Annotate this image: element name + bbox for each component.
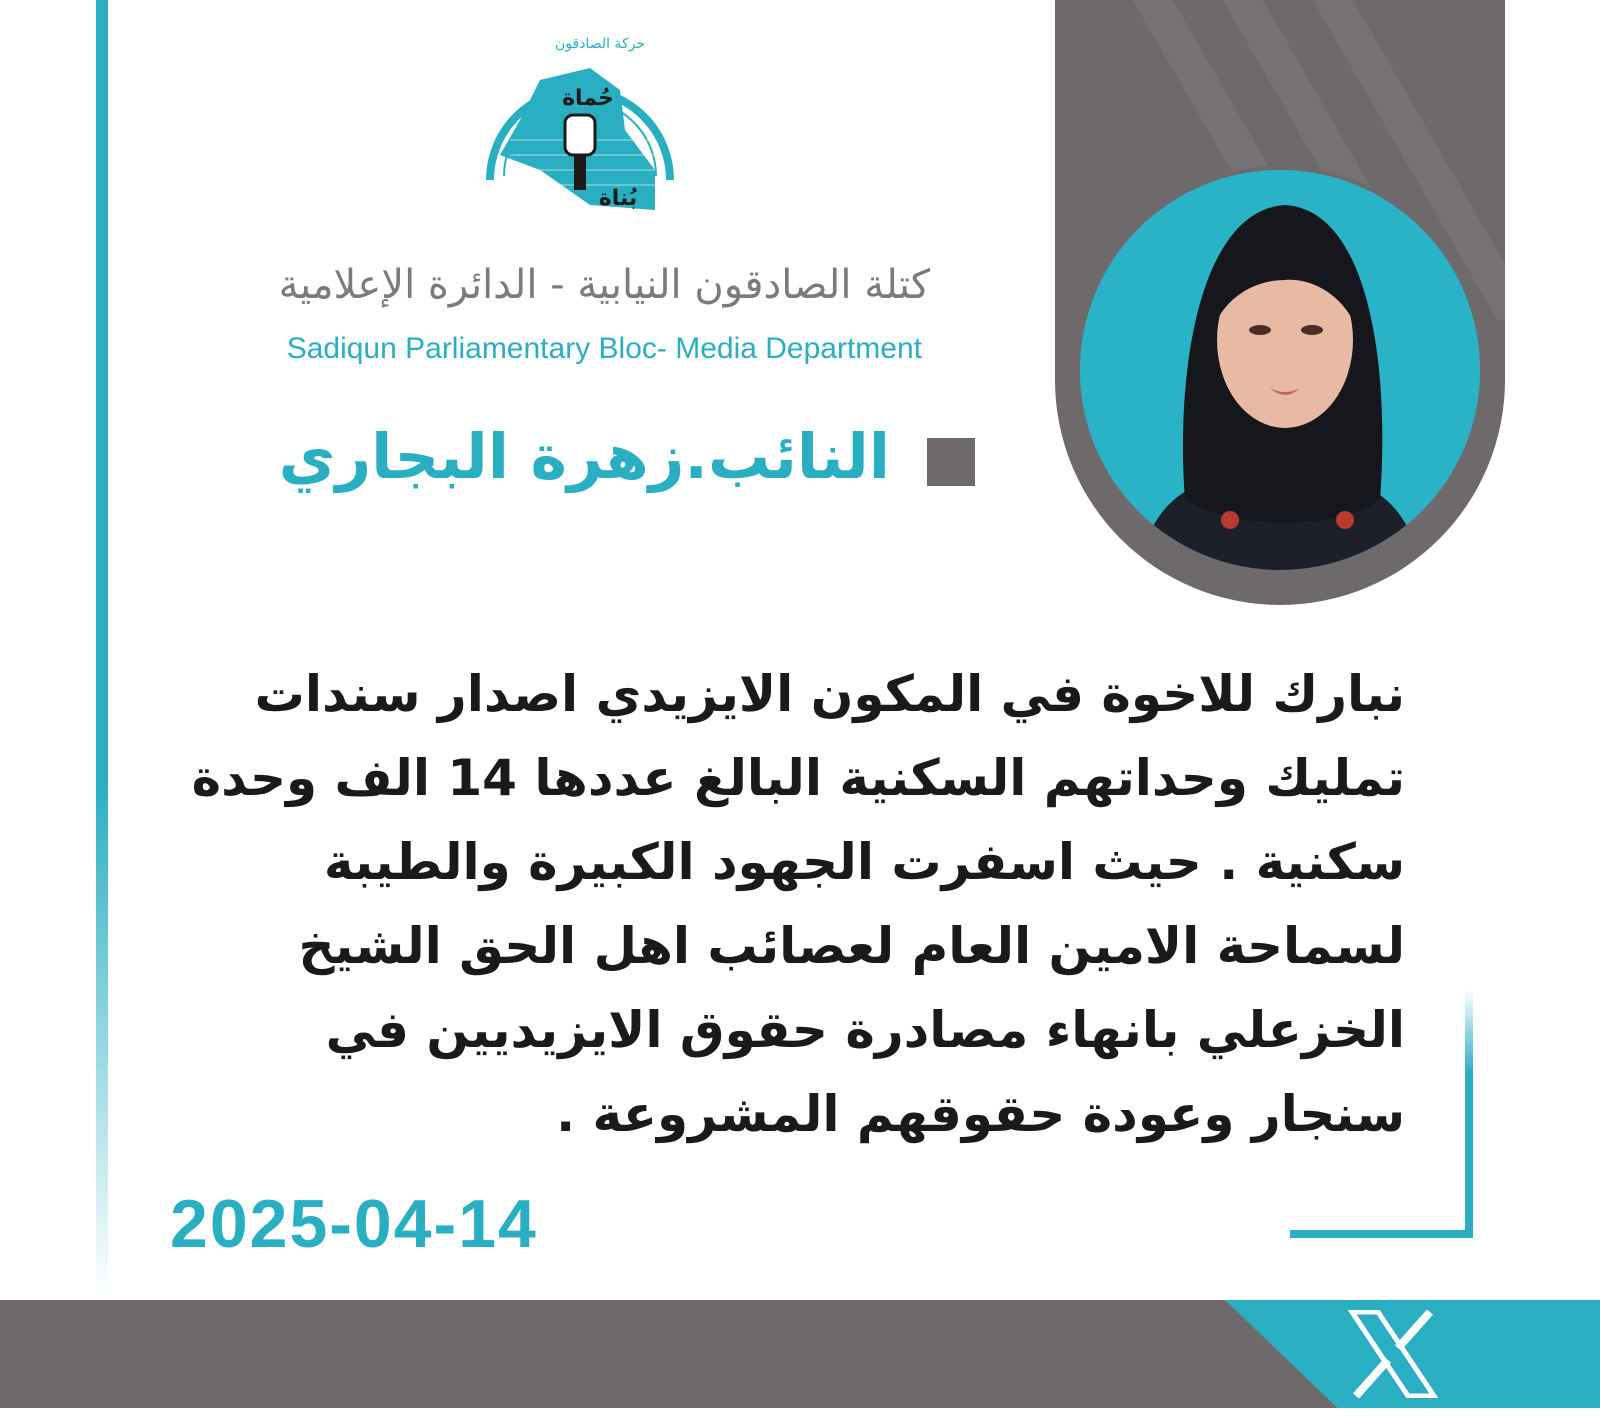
svg-text:حُماة: حُماة: [562, 86, 614, 111]
statement-date: 2025-04-14: [170, 1186, 538, 1262]
movement-logo: [470, 20, 690, 220]
x-logo-icon[interactable]: [1348, 1310, 1438, 1398]
left-accent-bar: [96, 0, 108, 1300]
org-name-arabic: كتلة الصادقون النيابية - الدائرة الإعلامية: [278, 262, 930, 308]
svg-text:حركة الصادقون: حركة الصادقون: [554, 36, 646, 52]
org-name-english: Sadiqun Parliamentary Bloc- Media Department: [286, 332, 922, 365]
portrait-illustration: [1080, 170, 1480, 570]
statement-text: نبارك للاخوة في المكون الايزيدي اصدار سندات تمليك وحداتهم السكنية البالغ عددها 14 الف وحدة سكنية . حيث اسفرت الجهود الكبيرة والطيبة لسماحة الامين العام لعصائب اهل الحق الشيخ الخزعلي بانهاء مصادرة حقوق الايزيديين في سنجار وعودة حقوقهم المشروعة .: [191, 665, 1405, 1143]
svg-text:بُناة: بُناة: [598, 186, 638, 211]
mp-portrait: [1080, 170, 1480, 570]
mp-name-row: [170, 420, 980, 500]
mp-name: النائب.زهرة البجاري: [278, 420, 890, 493]
bullet-square-icon: [927, 438, 975, 486]
